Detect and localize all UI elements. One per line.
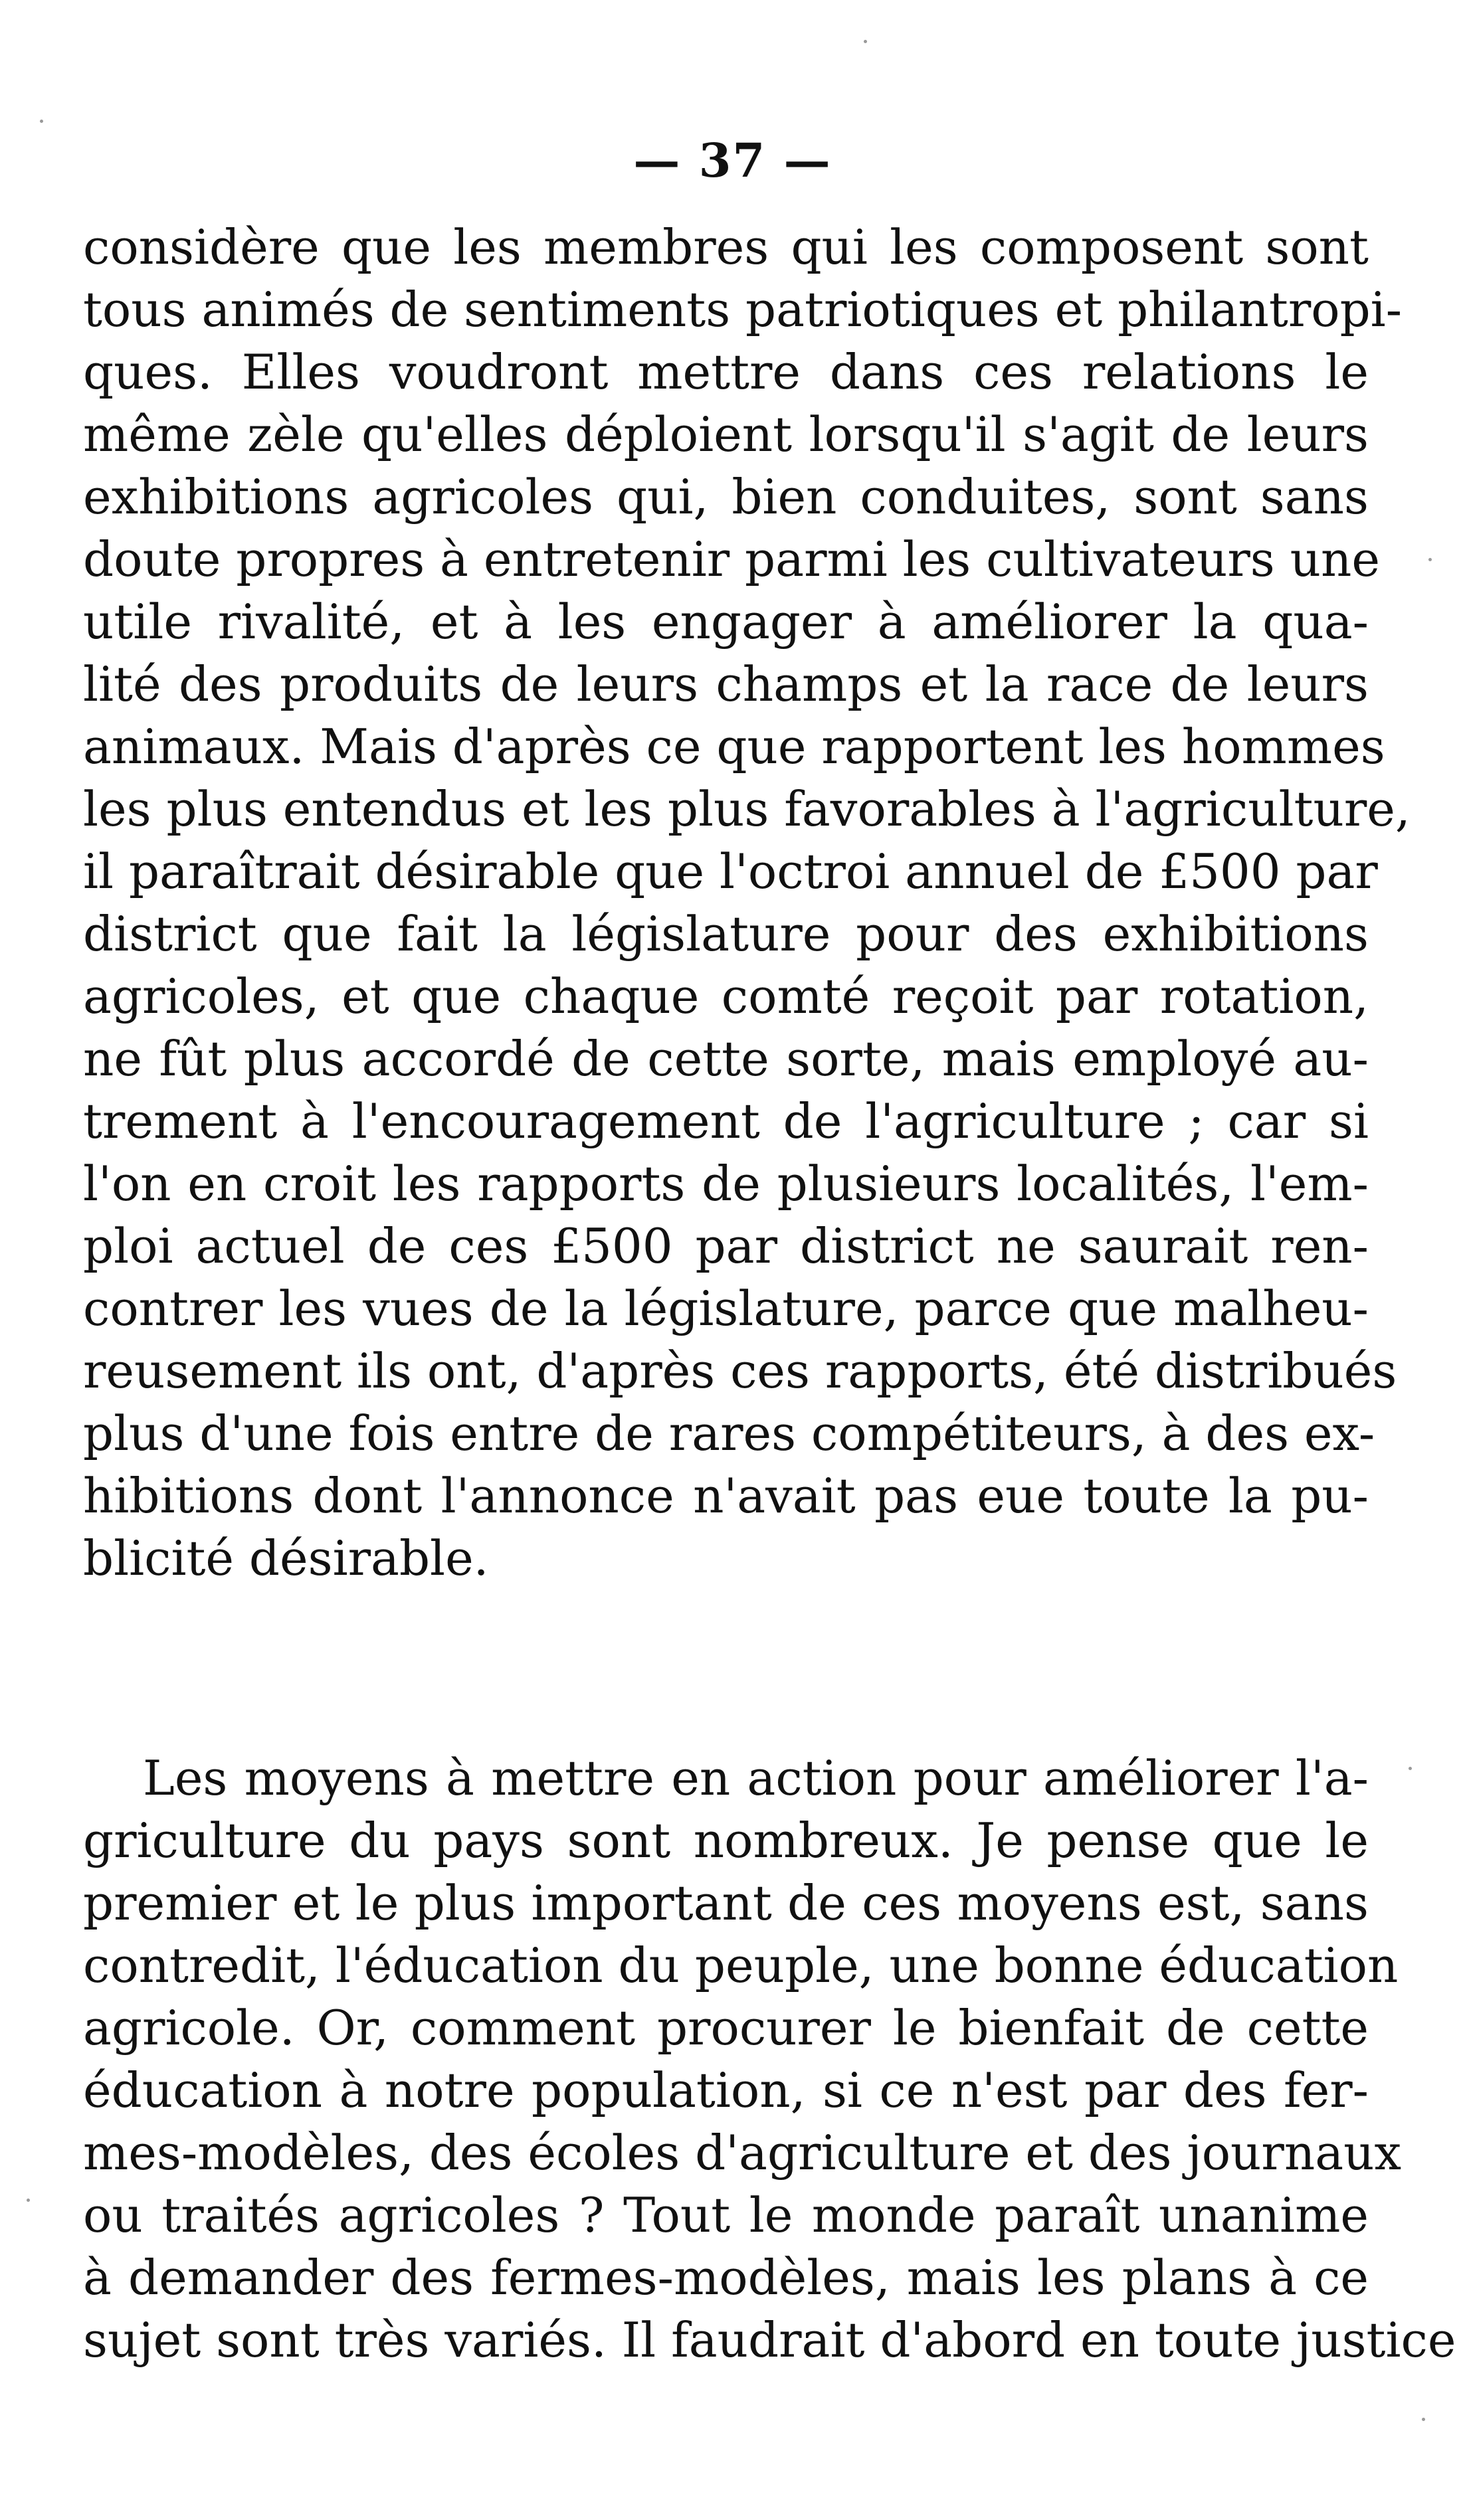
paper-speckle <box>1422 2418 1425 2421</box>
text-line: éducation à notre population, si ce n'est par des fer- <box>83 2062 1369 2118</box>
text-line: premier et le plus important de ces moyens est, sans <box>83 1875 1369 1931</box>
text-line: mes-modèles, des écoles d'agriculture et des journaux <box>83 2125 1402 2181</box>
text-line: district que fait la législature pour des exhibitions <box>83 906 1369 962</box>
text-line: à demander des fermes-modèles, mais les plans à ce <box>83 2250 1369 2305</box>
text-line: il paraîtrait désirable que l'octroi annuel de £500 par <box>83 844 1378 899</box>
text-line: l'on en croit les rapports de plusieurs localités, l'em- <box>83 1156 1369 1212</box>
text-line: ne fût plus accordé de cette sorte, mais employé au- <box>83 1031 1369 1087</box>
text-line: ploi actuel de ces £500 par district ne saurait ren- <box>83 1218 1369 1274</box>
text-line: doute propres à entretenir parmi les cultivateurs une <box>83 531 1380 587</box>
paper-speckle <box>40 120 43 123</box>
text-line: même zèle qu'elles déploient lorsqu'il s'agit de leurs <box>83 406 1369 462</box>
text-line: trement à l'encouragement de l'agriculture ; car si <box>83 1093 1369 1149</box>
text-line: blicité désirable. <box>83 1530 489 1586</box>
text-line: utile rivalité, et à les engager à améliorer la qua- <box>83 594 1369 650</box>
text-line: contredit, l'éducation du peuple, une bonne éducation <box>83 1937 1399 1993</box>
paragraph-1 <box>83 216 1411 1589</box>
text-line: sujet sont très variés. Il faudrait d'abord en toute justice <box>83 2312 1456 2368</box>
text-line: ou traités agricoles ? Tout le monde paraît unanime <box>83 2187 1369 2243</box>
text-line: considère que les membres qui les composent sont <box>83 219 1369 275</box>
text-line: agricole. Or, comment procurer le bienfait de cette <box>83 2000 1369 2056</box>
paper-speckle <box>27 2199 30 2202</box>
text-line: les plus entendus et les plus favorables à l'agriculture, <box>83 781 1411 837</box>
page-number: — 37 — <box>633 133 832 188</box>
text-line: griculture du pays sont nombreux. Je pense que le <box>83 1813 1369 1868</box>
paper-speckle <box>864 40 867 43</box>
text-line: animaux. Mais d'après ce que rapportent les hommes <box>83 719 1385 774</box>
text-line: Les moyens à mettre en action pour améliorer l'a- <box>143 1750 1369 1806</box>
text-line: contrer les vues de la législature, parce que malheu- <box>83 1281 1369 1336</box>
text-line: hibitions dont l'annonce n'avait pas eue toute la pu- <box>83 1468 1369 1524</box>
paragraph-2 <box>83 1747 1456 2371</box>
text-line: reusement ils ont, d'après ces rapports, été distribués <box>83 1343 1397 1399</box>
paper-speckle <box>1409 1767 1412 1770</box>
paper-speckle <box>1428 558 1432 561</box>
text-line: agricoles, et que chaque comté reçoit par rotation, <box>83 968 1369 1024</box>
text-line: ques. Elles voudront mettre dans ces relations le <box>83 344 1369 400</box>
text-line: exhibitions agricoles qui, bien conduites, sont sans <box>83 469 1369 525</box>
text-line: lité des produits de leurs champs et la race de leurs <box>83 656 1369 712</box>
text-line: plus d'une fois entre de rares compétiteurs, à des ex- <box>83 1405 1375 1461</box>
text-line: tous animés de sentiments patriotiques et philantropi- <box>83 282 1403 337</box>
